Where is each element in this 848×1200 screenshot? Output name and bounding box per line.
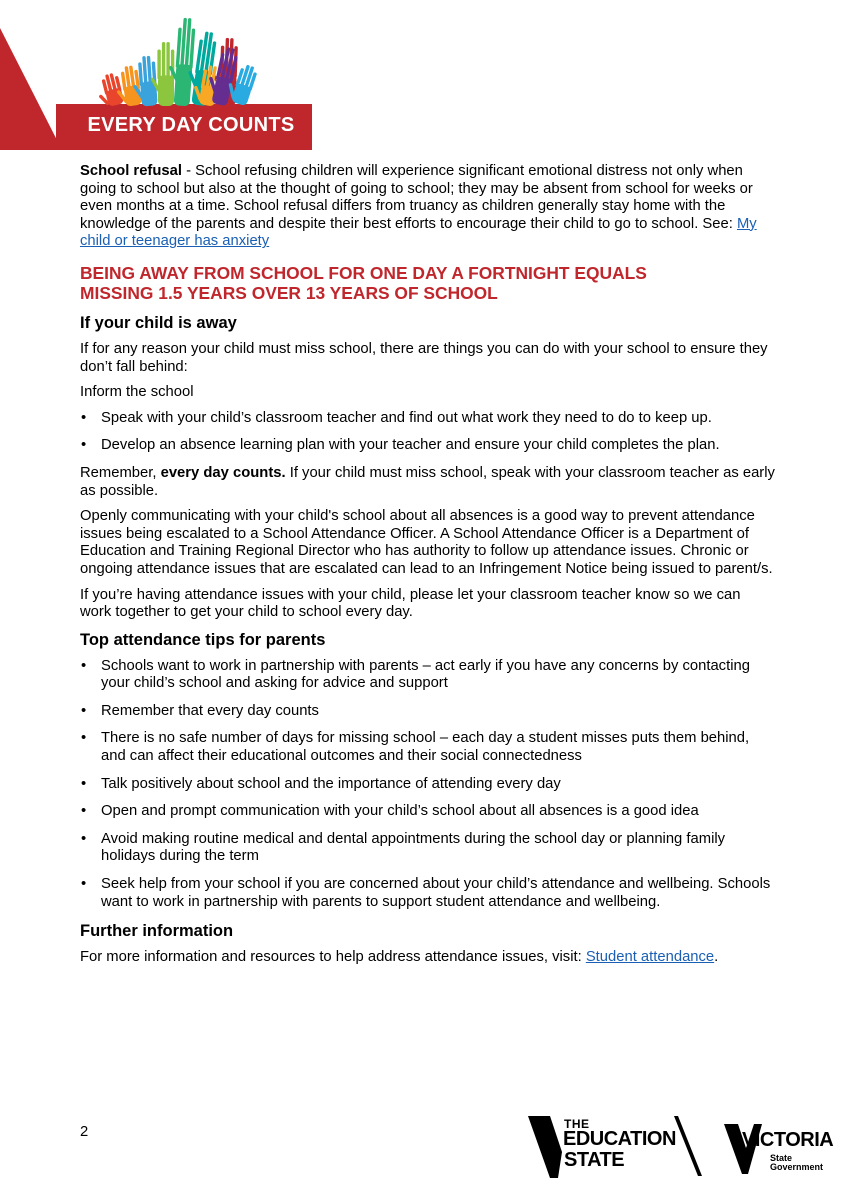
list-item: • Schools want to work in partnership with parents – act early if you have any concerns by contacting your child’s school and asking for advice and support xyxy=(80,658,775,693)
further-info-end: . xyxy=(714,949,719,966)
remember-prefix: Remember, xyxy=(80,464,161,481)
victoria-word: VICTORIA xyxy=(742,1129,834,1151)
tips-heading: Top attendance tips for parents xyxy=(80,630,326,649)
list-item: • Speak with your child’s classroom teacher and find out what work they need to do to keep up. xyxy=(80,410,775,428)
key-statistic-heading xyxy=(80,263,775,304)
document-body xyxy=(80,163,775,975)
school-refusal-term: School refusal xyxy=(80,163,182,179)
list-item: • Seek help from your school if you are concerned about your child’s attendance and wellbeing. Schools want to work in partnership with parents to support student attendance and wellbeing. xyxy=(80,876,775,911)
remember-paragraph xyxy=(80,465,775,500)
away-heading: If your child is away xyxy=(80,313,237,332)
page-number: 2 xyxy=(80,1124,89,1140)
footer-logos xyxy=(528,1116,834,1180)
education-state: STATE xyxy=(564,1149,625,1171)
remember-emphasis: every day counts. xyxy=(160,464,286,481)
victoria-sub-government: Government xyxy=(770,1162,824,1172)
banner-title: EVERY DAY COUNTS xyxy=(87,114,295,136)
anxiety-link[interactable]: My child or teenager has anxiety xyxy=(80,215,757,250)
list-item: • Open and prompt communication with your child’s school about all absences is a good idea xyxy=(80,803,775,821)
further-info-paragraph xyxy=(80,949,775,967)
education-the: THE xyxy=(564,1117,590,1131)
list-item: • Develop an absence learning plan with your teacher and ensure your child completes the plan. xyxy=(80,437,775,455)
header-banner xyxy=(0,0,848,160)
key-statistic-line-1: BEING AWAY FROM SCHOOL FOR ONE DAY A FORTNIGHT EQUALS xyxy=(80,262,647,283)
further-info-heading: Further information xyxy=(80,922,234,941)
key-statistic-line-2: MISSING 1.5 YEARS OVER 13 YEARS OF SCHOOL xyxy=(80,283,498,304)
education-state-logo xyxy=(528,1116,703,1180)
victoria-sub-state: State xyxy=(770,1153,793,1163)
education-word: EDUCATION xyxy=(563,1128,676,1150)
student-attendance-link[interactable]: Student attendance xyxy=(585,949,715,966)
attendance-issues-paragraph: If you’re having attendance issues with your child, please let your classroom teacher know so we can work together to get your child to school every day. xyxy=(80,586,741,621)
victoria-subtitle xyxy=(770,1154,823,1172)
communicating-paragraph: Openly communicating with your child's school about all absences is a good way to prevent attendance issues being escalated to a School Attendance Officer. A School Attendance Officer is a Department of Education and Training Regional Director who has authority to follow up attendance issues. Chronic or ongoing attendance issues that are escalated can lead to an Infringement Notice being issued to parent/s. xyxy=(80,508,773,577)
away-intro: If for any reason your child must miss school, there are things you can do with your school to ensure they don’t fall behind: xyxy=(80,340,768,375)
school-refusal-paragraph xyxy=(80,163,775,251)
victoria-government-logo xyxy=(724,1118,834,1178)
remember-suffix: If your child must miss school, speak with your classroom teacher as early as possible. xyxy=(80,464,775,499)
school-refusal-text: - School refusing children will experience significant emotional distress not only when going to school but also at the thought of going to school; they may be absent from school for weeks or even months at a time. School refusal differs from truancy as children generally stay home with the knowledge of the parents and despite their best efforts to encourage their child to go to school. See: xyxy=(80,163,753,232)
inform-school-label: Inform the school xyxy=(80,384,194,401)
tips-bullet-list xyxy=(80,658,775,912)
further-info-text: For more information and resources to help address attendance issues, visit: xyxy=(80,949,586,966)
list-item: • Remember that every day counts xyxy=(80,703,775,721)
away-bullet-list xyxy=(80,410,775,455)
list-item: • Talk positively about school and the importance of attending every day xyxy=(80,776,775,794)
list-item: • There is no safe number of days for missing school – each day a student misses puts them behind, and can affect their educational outcomes and their social connectedness xyxy=(80,730,775,765)
list-item: • Avoid making routine medical and dental appointments during the school day or planning family holidays during the term xyxy=(80,831,775,866)
hand-icon xyxy=(94,72,125,109)
